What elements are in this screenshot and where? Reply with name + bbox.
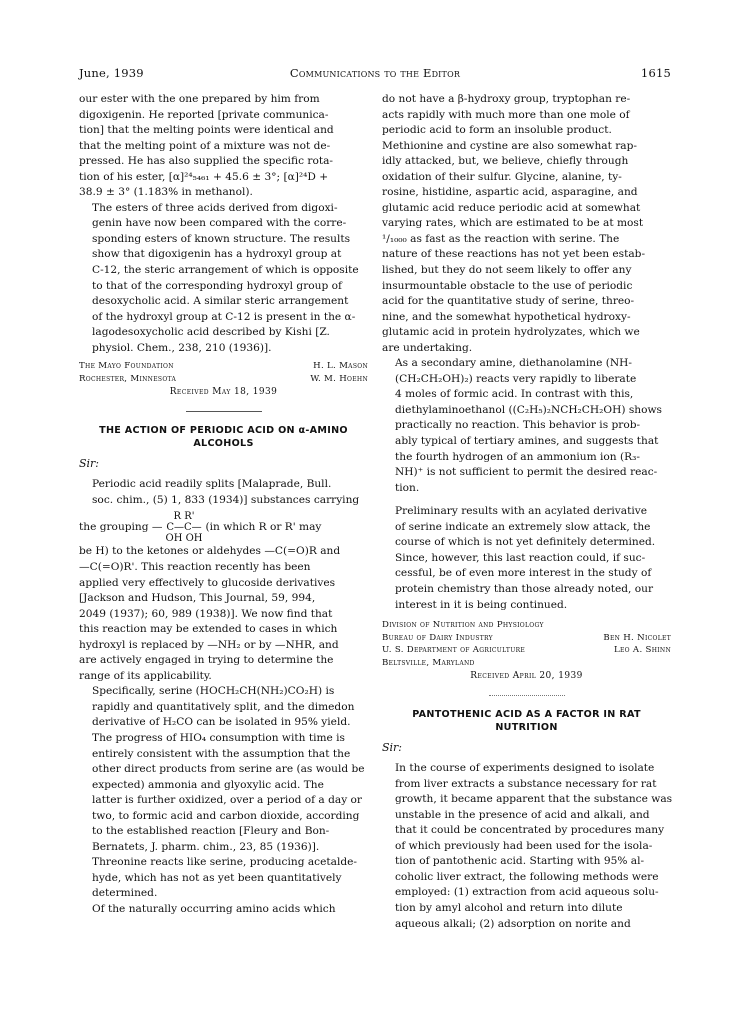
text-line: insurmountable obstacle to the use of periodic	[382, 279, 633, 292]
right-column	[382, 92, 671, 932]
text-line: genin have now been compared with the corre-	[92, 217, 347, 230]
text-line: Of the naturally occurring amino acids which	[92, 903, 336, 916]
text-line: of which previously had been used for the isola-	[395, 839, 653, 852]
text-line: As a secondary amine, diethanolamine (NH-	[395, 357, 632, 370]
text-line: The progress of HIO₄ consumption with time is	[92, 732, 345, 744]
text-line: Preliminary results with an acylated derivative	[395, 505, 647, 518]
text-line: tion of his ester, [α]²⁴₅₄₆₁ + 45.6 ± 3°; [α]²⁴D +	[79, 170, 329, 183]
text-line: coholic liver extract, the following methods were	[395, 870, 659, 883]
text-line: NH)⁺ is not sufficient to permit the desired reac-	[395, 466, 658, 479]
text-line: rapidly and quantitatively split, and the dimedon	[92, 700, 355, 713]
text-line: tion by amyl alcohol and return into dilute	[395, 902, 623, 915]
text-line: oxidation of their sulfur. Glycine, alanine, ty-	[382, 170, 622, 183]
text-line: Since, however, this last reaction could, if suc-	[395, 551, 646, 564]
text-line: range of its applicability.	[79, 669, 212, 682]
text-line: desoxycholic acid. A similar steric arrangement	[92, 295, 349, 308]
text-line: practically no reaction. This behavior is prob-	[395, 419, 641, 432]
text-line: growth, it became apparent that the substance was	[395, 793, 673, 806]
sig1-received: Received May 18, 1939	[169, 387, 278, 398]
text-line: determined.	[92, 887, 158, 900]
text-line: tion] that the melting points were identical and	[79, 124, 334, 137]
left-column	[79, 92, 368, 918]
article-2-title: THE ACTION OF PERIODIC ACID ON α-AMINO ALCOHOLS	[99, 424, 348, 449]
text-line: employed: (1) extraction from acid aqueous solu-	[395, 886, 659, 899]
text-line: The esters of three acids derived from digoxi-	[92, 201, 338, 214]
article-3-salutation: Sir:	[382, 740, 403, 754]
text-line: idly attacked, but, we believe, chiefly through	[382, 155, 629, 168]
text-line: other direct products from serine are (as would be	[92, 763, 365, 776]
text-line: tion.	[395, 481, 420, 494]
text-line: latter is further oxidized, over a period of a day or	[92, 794, 362, 807]
text-line: sponding esters of known structure. The results	[92, 232, 351, 245]
text-line: Methionine and cystine are also somewhat rap-	[382, 139, 637, 152]
text-line: unstable in the presence of acid and alkali, and	[395, 808, 650, 821]
text-line: —C(=O)R'. This reaction recently has been	[79, 560, 311, 573]
text-line: (CH₂CH₂OH)₂) reacts very rapidly to liberate	[395, 372, 637, 385]
sig2-institution-3: U. S. Department of Agriculture	[382, 645, 526, 656]
text-line: applied very effectively to glucoside derivatives	[79, 576, 336, 589]
left-para-5	[79, 902, 368, 918]
text-line: 2049 (1937); 60, 989 (1938)]. We now find that	[79, 607, 333, 620]
text-line: tion of pantothenic acid. Starting with 95% al-	[395, 855, 645, 868]
text-line: course of which is not yet definitely determined.	[395, 536, 656, 549]
right-para-2	[382, 356, 671, 496]
text-line: are actively engaged in trying to determine the	[79, 654, 334, 667]
text-line: soc. chim., (5) 1, 833 (1934)] substances carrying	[92, 493, 360, 506]
sig2-author-2: Leo A. Shinn	[614, 645, 671, 656]
text-line: lished, but they do not seem likely to offer any	[382, 264, 632, 277]
text-line: 4 moles of formic acid. In contrast with this,	[395, 388, 634, 401]
sig2-institution-4: Beltsville, Maryland	[382, 657, 475, 668]
text-line: the fourth hydrogen of an ammonium ion (R₃-	[395, 450, 640, 463]
right-para-3	[382, 504, 671, 613]
text-line: entirely consistent with the assumption that the	[92, 747, 351, 760]
signature-block-1	[79, 360, 368, 399]
sig2-received: Received April 20, 1939	[470, 671, 583, 682]
text-line: to that of the corresponding hydroxyl group of	[92, 279, 342, 292]
text-line: acid for the quantitative study of serine, threo-	[382, 295, 635, 308]
text-line: varying rates, which are estimated to be at most	[382, 217, 644, 230]
text-line: cessful, be of even more interest in the study of	[395, 567, 652, 580]
right-para-4	[382, 761, 671, 932]
text-line: lagodesoxycholic acid described by Kishi [Z.	[92, 326, 330, 339]
text-line: from liver extracts a substance necessary for rat	[395, 777, 657, 790]
left-para-3b	[79, 544, 368, 684]
text-line: [Jackson and Hudson, This Journal, 59, 994,	[79, 592, 316, 605]
text-line: acts rapidly with much more than one mole of	[382, 108, 630, 121]
text-line: hydroxyl is replaced by —NH₂ or by —NHR, and	[79, 638, 339, 651]
text-line: be H) to the ketones or aldehydes —C(=O)R and	[79, 545, 341, 558]
divider-rule	[186, 411, 262, 412]
text-line: protein chemistry than those already noted, our	[395, 582, 654, 595]
text-line: Bernatets, J. pharm. chim., 23, 85 (1936)].	[92, 840, 320, 853]
text-line: are undertaking.	[382, 341, 473, 354]
text-line: physiol. Chem., 238, 210 (1936)].	[92, 341, 272, 354]
text-line: pressed. He has also supplied the specific rota-	[79, 155, 333, 168]
left-para-3	[79, 477, 368, 508]
text-line: diethylaminoethanol ((C₂H₅)₂NCH₂CH₂OH) shows	[395, 403, 662, 416]
text-line: Threonine reacts like serine, producing acetalde-	[92, 856, 357, 869]
text-line: expected) ammonia and glyoxylic acid. The	[92, 778, 324, 791]
text-line: Periodic acid readily splits [Malaprade, Bull.	[92, 478, 332, 491]
text-line: In the course of experiments designed to isolate	[395, 762, 655, 775]
article-2-salutation: Sir:	[79, 456, 100, 470]
header-date: June, 1939	[79, 66, 144, 80]
text-line: of the hydroxyl group at C-12 is present in the α-	[92, 310, 356, 323]
text-line: glutamic acid in protein hydrolyzates, which we	[382, 326, 640, 339]
sig2-institution-2: Bureau of Dairy Industry	[382, 632, 493, 643]
header-section: Communications to the Editor	[289, 66, 461, 80]
text-line: glutamic acid reduce periodic acid at somewhat	[382, 201, 641, 214]
text-line: rosine, histidine, aspartic acid, asparagine, and	[382, 186, 638, 199]
text-line: ably typical of tertiary amines, and suggests that	[395, 435, 659, 448]
text-line: derivative of H₂CO can be isolated in 95% yield.	[92, 716, 351, 729]
text-line: to the established reaction [Fleury and Bon-	[92, 825, 330, 838]
sig1-institution-1: The Mayo Foundation	[79, 361, 174, 372]
text-line: that the melting point of a mixture was not de-	[79, 139, 331, 152]
sig2-author-1: Ben H. Nicolet	[603, 632, 671, 643]
text-line: that it could be concentrated by procedures many	[395, 824, 665, 837]
header-page-number: 1615	[640, 66, 671, 80]
sig1-author-1: H. L. Mason	[313, 361, 368, 372]
text-line: ¹/₁₀₀₀ as fast as the reaction with serine. The	[382, 232, 620, 245]
left-para-4	[79, 684, 368, 902]
signature-block-2	[382, 619, 671, 683]
text-line: aqueous alkali; (2) adsorption on norite and	[395, 917, 631, 930]
text-line: Specifically, serine (HOCH₂CH(NH₂)CO₂H) is	[92, 685, 335, 698]
sig1-institution-2: Rochester, Minnesota	[79, 373, 177, 384]
text-line: periodic acid to form an insoluble product.	[382, 124, 612, 137]
sig1-author-2: W. M. Hoehn	[310, 373, 368, 384]
left-para-2	[79, 201, 368, 356]
text-line: 38.9 ± 3° (1.183% in methanol).	[79, 186, 253, 199]
text-line: our ester with the one prepared by him from	[79, 93, 320, 105]
text-line: do not have a β-hydroxy group, tryptophan re-	[382, 93, 631, 105]
left-para-1	[79, 92, 368, 201]
sig2-institution-1: Division of Nutrition and Physiology	[382, 620, 544, 631]
text-line: digoxigenin. He reported [private communica-	[79, 108, 329, 121]
text-line: this reaction may be extended to cases in which	[79, 623, 338, 636]
divider-rule-2	[489, 695, 565, 696]
text-line: of serine indicate an extremely slow attack, the	[395, 520, 651, 533]
right-para-1	[382, 92, 671, 356]
article-3-title: PANTOTHENIC ACID AS A FACTOR IN RAT NUTRITION	[412, 708, 641, 733]
text-line: nature of these reactions has not yet been estab-	[382, 248, 646, 261]
text-line: C-12, the steric arrangement of which is opposite	[92, 264, 359, 277]
text-line: two, to formic acid and carbon dioxide, according	[92, 809, 360, 822]
text-line: nine, and the somewhat hypothetical hydroxy-	[382, 310, 631, 323]
text-line: interest in it is being continued.	[395, 598, 568, 611]
text-line: hyde, which has not as yet been quantitatively	[92, 871, 342, 884]
text-line: show that digoxigenin has a hydroxyl group at	[92, 248, 342, 261]
grouping-formula: the grouping — R R' C—C— OH OH (in which R or R' may	[79, 510, 322, 544]
